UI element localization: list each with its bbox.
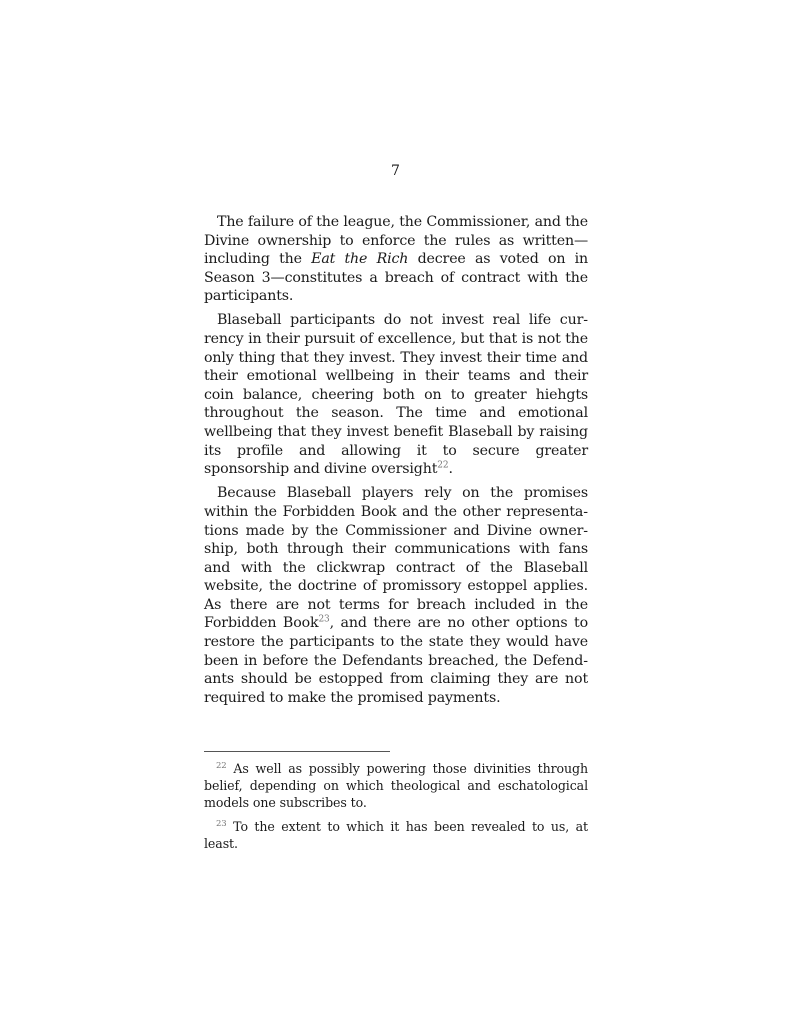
paragraph-promissory-estoppel <box>204 484 588 707</box>
paragraph-text: Because Blaseball players rely on the promises within the Forbidden Book and the other representations made by the Commissioner and Divine ownership, both through their communications with fans and with the clickwrap contract of the Blaseball website, the doctrine of promissory estoppel applies. As there are not terms for breach included in the Forbidden Book <box>204 485 588 632</box>
paragraph-text: , and there are no other options to restore the participants to the state they would have been in before the Defendants breached, the Defendants should be estopped from claiming they are not required to make the promised payments. <box>204 615 588 706</box>
footnote-ref-22[interactable]: 22 <box>437 460 449 471</box>
page-number: 7 <box>391 163 400 179</box>
footnote-23 <box>204 818 588 852</box>
paragraph-participant-investment <box>204 311 588 478</box>
italic-decree-name: Eat the Rich <box>311 251 409 268</box>
footnote-divider <box>204 751 390 752</box>
footnote-22 <box>204 760 588 811</box>
footnote-number: 22 <box>216 760 227 771</box>
footnote-text: As well as possibly powering those divinities through belief, depending on which theological and eschatological models one subscribes to. <box>204 761 589 810</box>
paragraph-text: decree as voted on in Season 3—constitutes a breach of contract with the participants. <box>204 251 589 305</box>
footnote-ref-23[interactable]: 23 <box>318 614 330 625</box>
paragraph-text: . <box>448 461 453 478</box>
footnote-text: To the extent to which it has been revealed to us, at least. <box>204 819 589 851</box>
body-text <box>204 213 588 713</box>
footnotes <box>204 760 588 859</box>
paragraph-text: Blaseball participants do not invest real life currency in their pursuit of excellence, but that is not the only thing that they invest. They invest their time and their emotional wellbeing in their teams and their coin balance, cheering both on to greater hiehgts throughout the season. The time and emotional wellbeing that they invest benefit Blaseball by raising its profile and allowing it to secure greater sponsorship and divine oversight <box>204 312 588 478</box>
paragraph-text: The failure of the league, the Commissioner, and the Divine ownership to enforce the rules as written—including the <box>204 214 588 268</box>
footnote-number: 23 <box>216 818 227 829</box>
paragraph-breach-of-contract <box>204 213 588 306</box>
